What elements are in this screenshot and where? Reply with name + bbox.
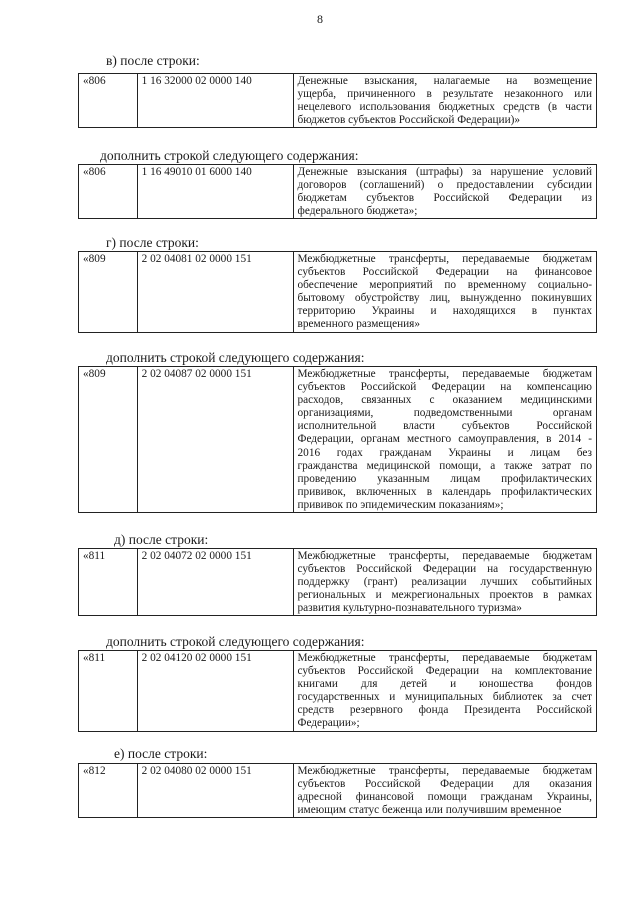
description-line: бытовому обустройству лиц, вынужденно покинувших [297,292,592,305]
description-line: ущерба, причиненного в результате незаконного или [297,88,592,101]
description-line: бюджетов субъектов Российской Федерации)» [297,114,521,127]
admin-code-cell: «809 [79,252,138,333]
description-line: территорию Украины и находящихся в пунктах [297,305,592,318]
description-cell [293,764,596,818]
description-cell [293,165,596,219]
description-line: региональных и межрегиональных проектов в рамках [297,589,592,602]
section-heading: е) после строки: [114,746,208,761]
description-line: проведению указанным лицам профилактических [297,472,592,485]
admin-code-cell: «812 [79,764,138,818]
page-number: 8 [317,12,323,26]
description-line: договоров (соглашений) о предоставлении субсидии [297,179,592,192]
description-line: развития культурно-познавательного туризма» [297,602,522,615]
admin-code-cell: «806 [79,165,138,219]
amendment-table [78,763,597,818]
budget-code-cell: 1 16 32000 02 0000 140 [137,74,293,128]
description-line: организациями, подведомственными органам [297,407,592,420]
description-line: государственных и муниципальных библиотек за счет [297,691,592,704]
description-line: субъектов Российской Федерации на компенсацию [297,381,592,394]
admin-code-cell: «809 [79,367,138,513]
budget-code-cell: 2 02 04120 02 0000 151 [137,651,293,732]
section-heading: г) после строки: [106,235,199,250]
description-cell [293,549,596,616]
table-row [79,74,597,128]
description-line: прививок по эпидемическим показаниям»; [297,498,504,511]
admin-code-cell: «811 [79,651,138,732]
amendment-table [78,251,597,333]
amendment-table [78,73,597,128]
description-line: гражданства медицинской помощи, а также затрат по [297,459,592,472]
description-cell [293,367,596,513]
description-line: субъектов Российской Федерации на комплектование [297,665,592,678]
description-line: обеспечение мероприятий по временному социально- [297,279,592,292]
description-line: Межбюджетные трансферты, передаваемые бюджетам [297,550,592,562]
description-line: субъектов Российской Федерации на государственную [297,563,592,576]
description-cell [293,252,596,333]
admin-code-cell: «811 [79,549,138,616]
description-line: Денежные взыскания, налагаемые на возмещение [297,75,592,87]
table-row [79,549,597,616]
table-row [79,367,597,513]
description-line: бюджетам субъектов Российской Федерации из [297,192,592,205]
description-line: временного размещения» [297,318,421,331]
description-line: прививок, включенных в календарь профилактических [297,485,592,498]
description-line: Федерации»; [297,717,360,730]
description-line: субъектов Российской Федерации для оказания [297,778,592,791]
section-heading: дополнить строкой следующего содержания: [106,634,365,649]
description-line: поддержку (грант) реализации лучших событийных [297,576,592,589]
budget-code-cell: 2 02 04080 02 0000 151 [137,764,293,818]
budget-code-cell: 2 02 04087 02 0000 151 [137,367,293,513]
budget-code-cell: 2 02 04072 02 0000 151 [137,549,293,616]
description-line: Денежные взыскания (штрафы) за нарушение условий [297,166,592,178]
description-line: Межбюджетные трансферты, передаваемые бюджетам [297,765,592,777]
amendment-table [78,164,597,219]
description-line: книгами для детей и юношества фондов [297,678,592,691]
amendment-table [78,548,597,616]
description-cell [293,651,596,732]
description-line: Федерации, органам местного самоуправления, в 2014 - [297,433,592,446]
description-line: средств резервного фонда Президента Российской [297,704,592,717]
description-line: исполнительной власти субъектов Российской [297,420,592,433]
table-row [79,165,597,219]
amendment-table [78,650,597,732]
budget-code-cell: 1 16 49010 01 6000 140 [137,165,293,219]
description-line: Межбюджетные трансферты, передаваемые бюджетам [297,253,592,265]
description-line: 2016 годах гражданам Украины и лицам без [297,446,592,459]
description-line: федерального бюджета»; [297,205,418,218]
description-line: Межбюджетные трансферты, передаваемые бюджетам [297,368,592,380]
description-line: нецелевого использования бюджетных средств (в части [297,101,592,114]
budget-code-cell: 2 02 04081 02 0000 151 [137,252,293,333]
section-heading: д) после строки: [114,532,209,547]
description-cell [293,74,596,128]
admin-code-cell: «806 [79,74,138,128]
description-line: Межбюджетные трансферты, передаваемые бюджетам [297,652,592,664]
section-heading: дополнить строкой следующего содержания: [100,148,359,163]
table-row [79,764,597,818]
description-line: расходов, связанных с оказанием медицинскими [297,394,592,407]
description-line: адресной финансовой помощи гражданам Украины, [297,791,592,804]
section-heading: в) после строки: [106,53,200,68]
section-heading: дополнить строкой следующего содержания: [106,350,365,365]
description-line: имеющим статус беженца или получившим временное [297,804,562,817]
amendment-table [78,366,597,513]
description-line: субъектов Российской Федерации на финансовое [297,266,592,279]
table-row [79,252,597,333]
table-row [79,651,597,732]
